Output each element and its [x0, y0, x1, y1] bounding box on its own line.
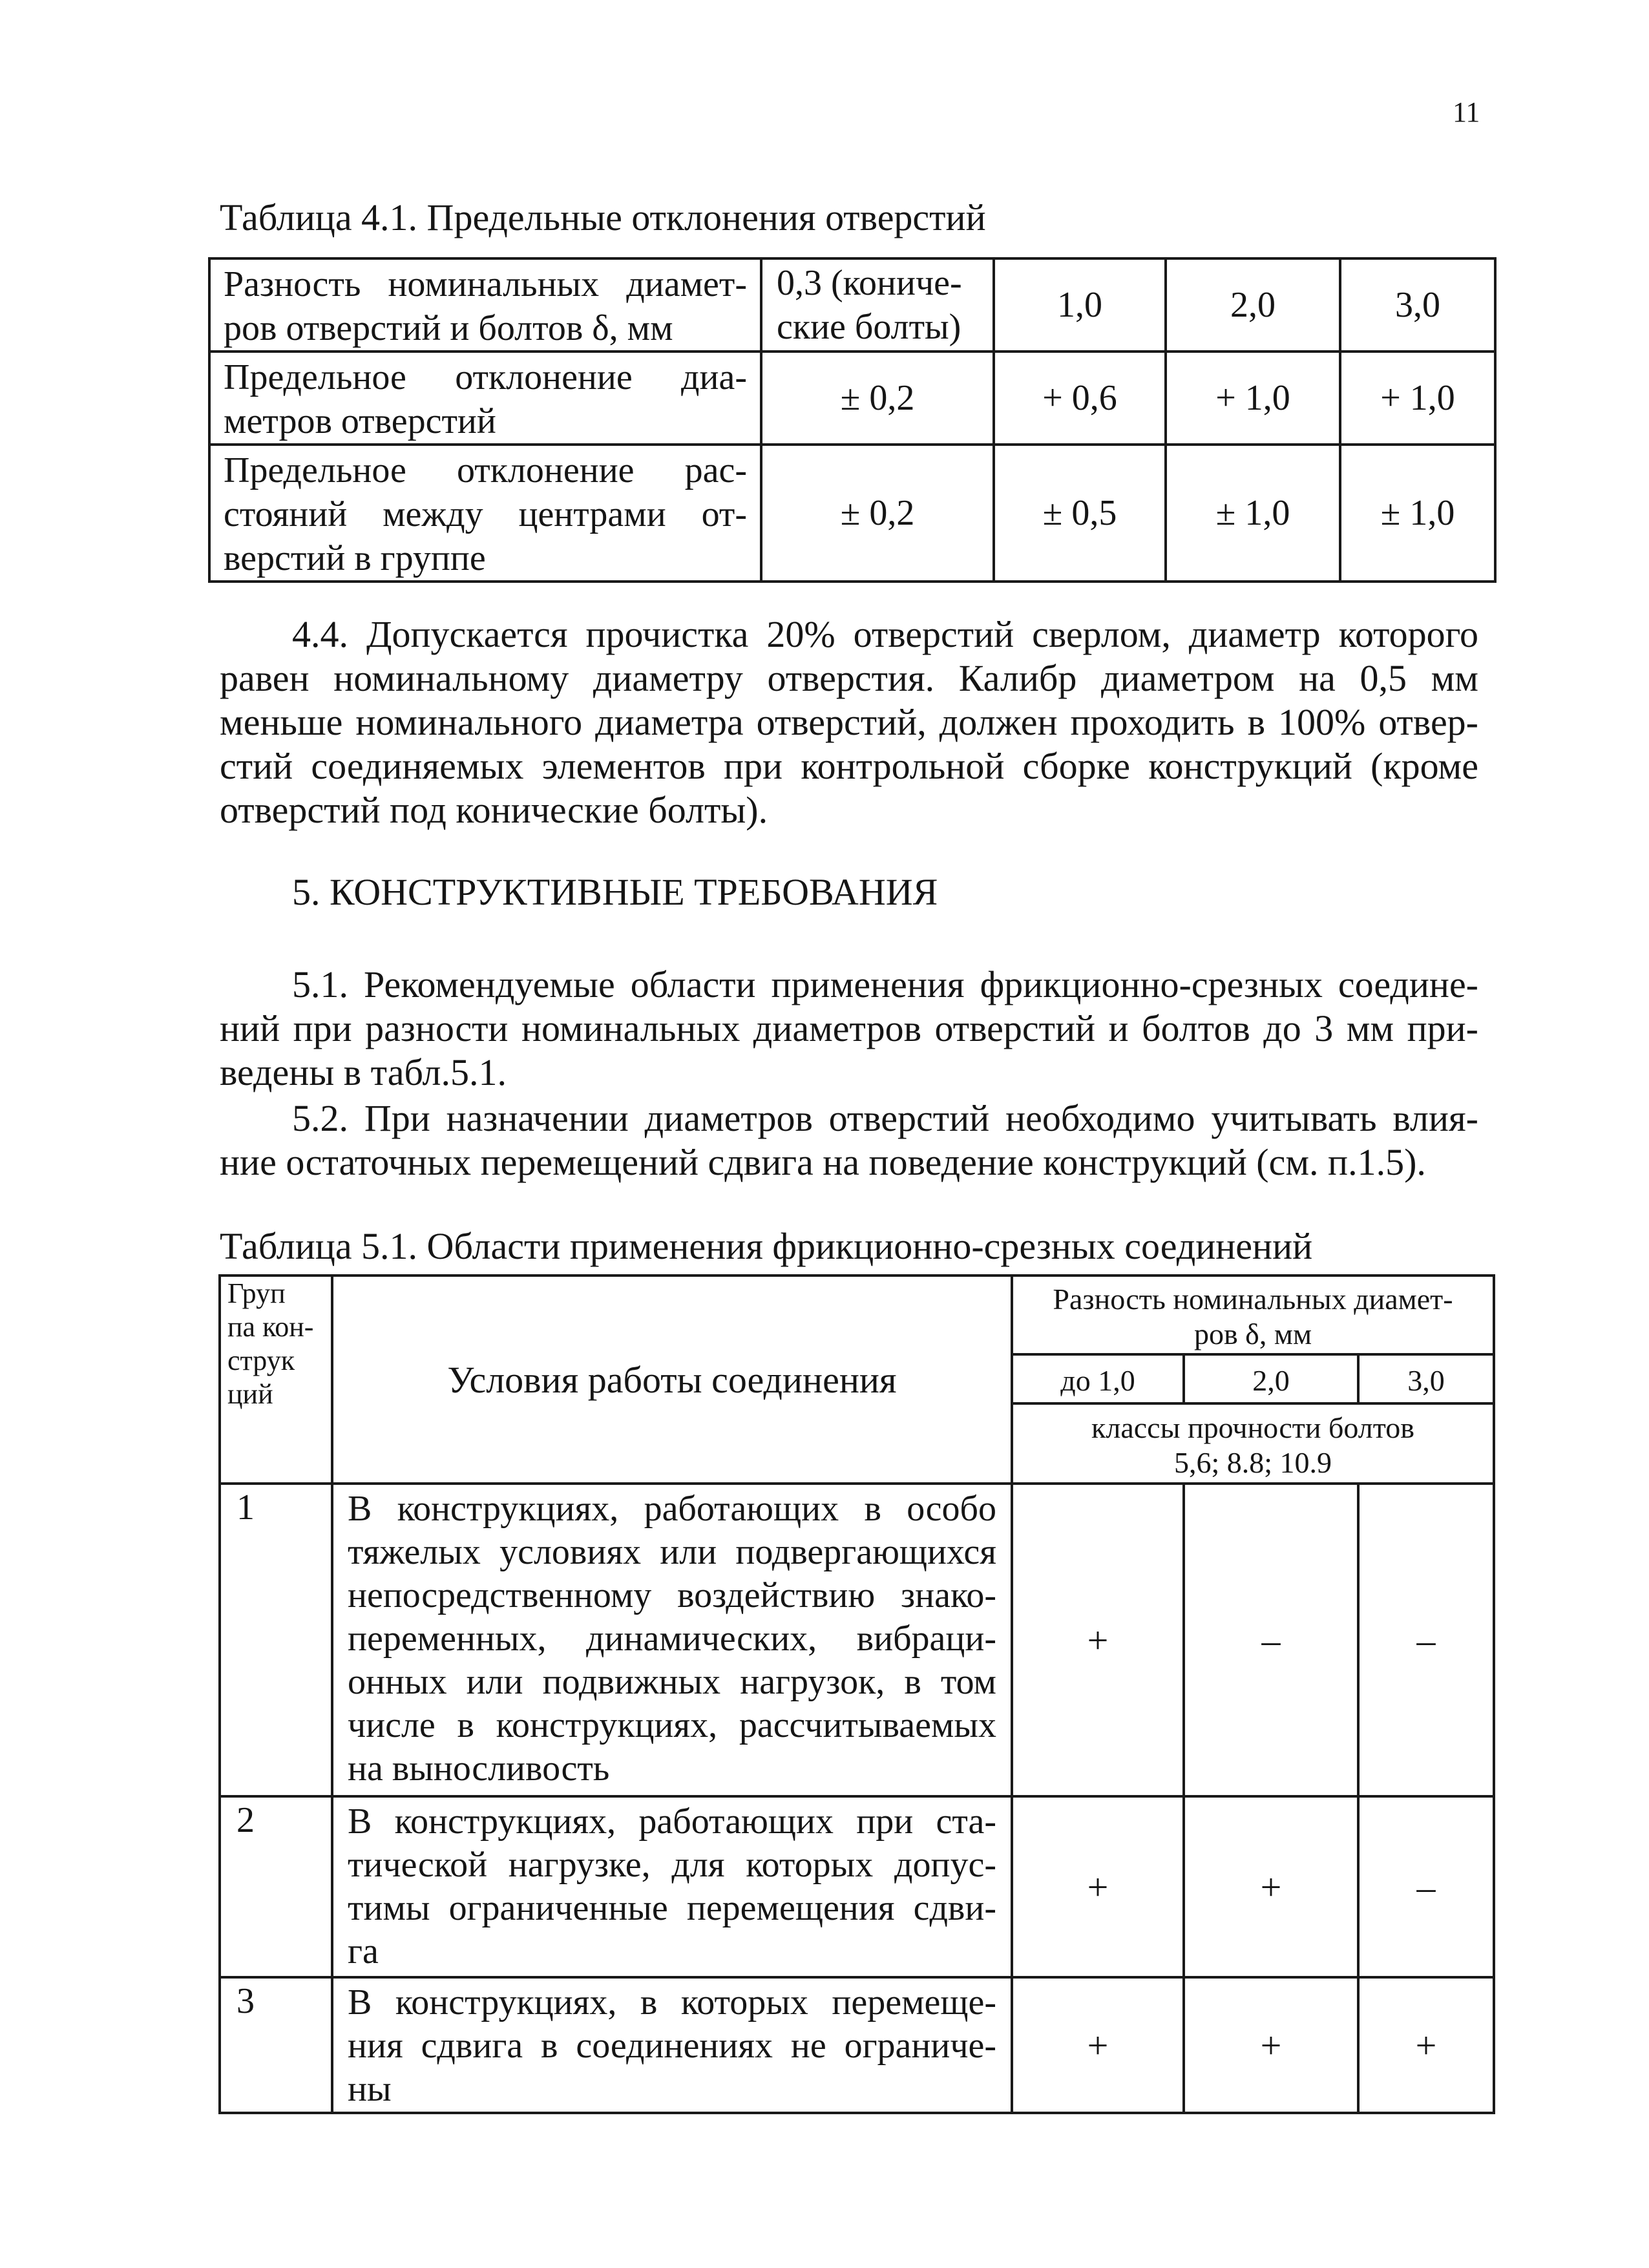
table-5-1-group-number: 2	[220, 1796, 332, 1977]
table-5-1-group-header: Груп па кон- струк ций	[220, 1276, 332, 1484]
table-5-1-row	[220, 1977, 1494, 2113]
table-5-1-conditions: В конструкциях, работающих при ста- тической нагрузке, для которых допус- тимы ограниченные перемещения сдви- га	[332, 1796, 1012, 1977]
table-5-1-mark: +	[1358, 1977, 1494, 2113]
table-5-1-mark: +	[1012, 1977, 1184, 2113]
table-4-1-header-value: 2,0	[1166, 258, 1340, 352]
table-5-1-mark: –	[1358, 1484, 1494, 1796]
table-4-1-header-label: Разность номинальных диамет- ров отверстий и болтов δ, мм	[209, 258, 761, 352]
section-heading: 5. КОНСТРУКТИВНЫЕ ТРЕБОВАНИЯ	[292, 871, 938, 913]
table-5-1-mark: +	[1184, 1977, 1358, 2113]
table-4-1-cell: + 0,6	[994, 352, 1166, 445]
page-number: 11	[1453, 96, 1480, 128]
table-4-1-cell: ± 1,0	[1166, 445, 1340, 582]
paragraph-4-4: 4.4. Допускается прочистка 20% отверстий сверлом, диаметр которого равен номинальному диаметру отверстия. Калибр диаметром на 0,5 мм меньше номинального диаметра отверстий, должен проходить в 100% отвер- стий соединяемых элементов при контрольной сборке конструкций (кроме отверстий под конические болты).	[220, 613, 1478, 831]
table-4-1-header-value: 3,0	[1340, 258, 1495, 352]
paragraph-5-1: 5.1. Рекомендуемые области применения фрикционно-срезных соедине- ний при разности номинальных диаметров отверстий и болтов до 3 мм при- ведены в табл.5.1.	[220, 963, 1478, 1093]
table-4-1-cell: + 1,0	[1166, 352, 1340, 445]
table-4-1-cell: ± 1,0	[1340, 445, 1495, 582]
table-4-1-row-label: Предельное отклонение рас- стояний между центрами от- верстий в группе	[209, 445, 761, 582]
table-4-1-cell: ± 0,5	[994, 445, 1166, 582]
table-5-1-diff-value: 2,0	[1184, 1354, 1358, 1403]
table-5-1-group-number: 1	[220, 1484, 332, 1796]
table-4-1	[208, 257, 1497, 583]
table-5-1-diff-value: до 1,0	[1012, 1354, 1184, 1403]
table-5-1-row	[220, 1796, 1494, 1977]
table-5-1-diff-value: 3,0	[1358, 1354, 1494, 1403]
table-4-1-row	[209, 352, 1495, 445]
table-5-1-conditions-header: Условия работы соединения	[332, 1276, 1012, 1484]
table-4-1-cell: + 1,0	[1340, 352, 1495, 445]
table-5-1-group-number: 3	[220, 1977, 332, 2113]
table-5-1	[218, 1274, 1495, 2114]
table-4-1-row	[209, 445, 1495, 582]
table-4-1-header-value: 0,3 (кониче- ские болты)	[761, 258, 994, 352]
paragraph-5-2: 5.2. При назначении диаметров отверстий необходимо учитывать влия- ние остаточных перемещений сдвига на поведение конструкций (см. п.1.5).	[220, 1097, 1478, 1183]
table-4-1-header-value: 1,0	[994, 258, 1166, 352]
table-5-1-mark: +	[1012, 1796, 1184, 1977]
table-5-1-caption: Таблица 5.1. Области применения фрикционно-срезных соединений	[220, 1225, 1313, 1267]
table-5-1-mark: +	[1012, 1484, 1184, 1796]
table-5-1-mark: –	[1184, 1484, 1358, 1796]
table-5-1-mark: +	[1184, 1796, 1358, 1977]
table-5-1-conditions: В конструкциях, работающих в особо тяжелых условиях или подвергающихся непосредственному воздействию знако- переменных, динамических, вибраци- онных или подвижных нагрузок, в том числе в конструкциях, рассчитываемых на выносливость	[332, 1484, 1012, 1796]
table-5-1-diff-header: Разность номинальных диамет- ров δ, мм	[1012, 1276, 1494, 1354]
table-4-1-row-label: Предельное отклонение диа- метров отверстий	[209, 352, 761, 445]
table-4-1-caption: Таблица 4.1. Предельные отклонения отверстий	[220, 196, 986, 238]
table-4-1-cell: ± 0,2	[761, 445, 994, 582]
table-5-1-header-row	[220, 1276, 1494, 1354]
table-5-1-row	[220, 1484, 1494, 1796]
table-4-1-header-row	[209, 258, 1495, 352]
table-4-1-cell: ± 0,2	[761, 352, 994, 445]
table-5-1-class-header: классы прочности болтов 5,6; 8.8; 10.9	[1012, 1403, 1494, 1484]
table-5-1-conditions: В конструкциях, в которых перемеще- ния сдвига в соединениях не ограниче- ны	[332, 1977, 1012, 2113]
table-5-1-mark: –	[1358, 1796, 1494, 1977]
